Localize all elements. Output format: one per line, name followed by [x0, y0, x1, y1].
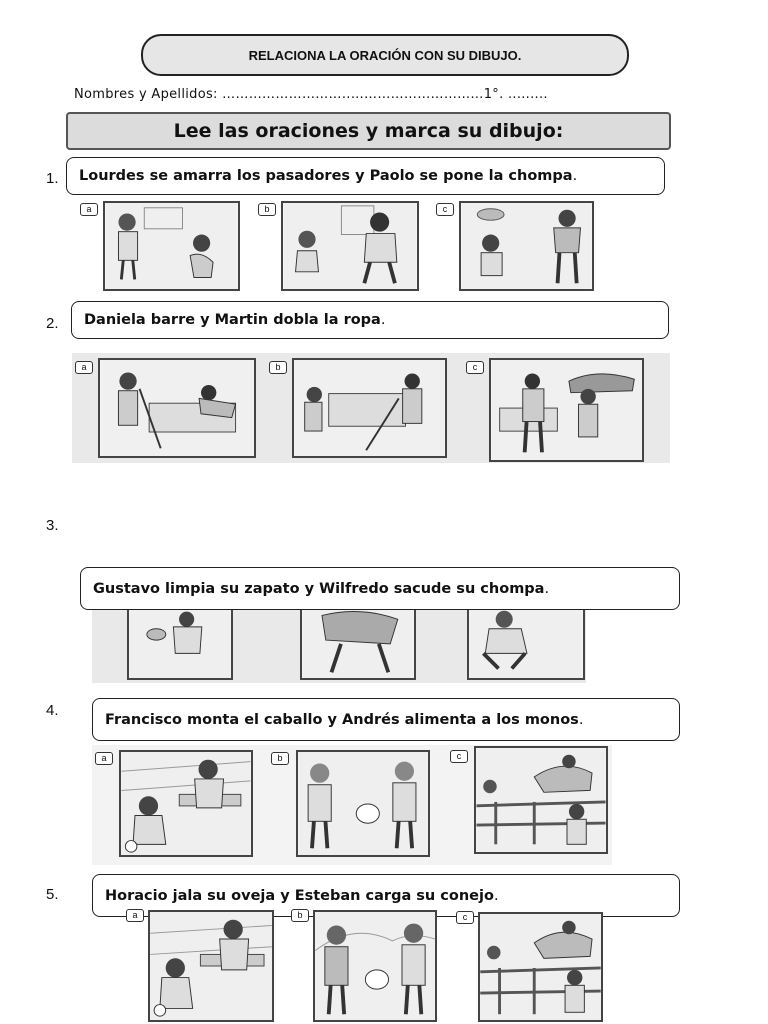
item-4-picture-b[interactable] [296, 750, 430, 857]
item-2-period: . [380, 312, 386, 328]
bed-and-broom-drawing [294, 360, 445, 456]
two-boys-shoes-drawing [283, 203, 417, 289]
item-5-option-b[interactable]: b [291, 909, 309, 922]
item-4-option-c[interactable]: c [450, 750, 468, 763]
item-4-sentence-box [92, 698, 680, 741]
girl-boy-room-drawing [461, 203, 592, 289]
item-2-option-b[interactable]: b [269, 361, 287, 374]
item-3-picture-c[interactable] [467, 604, 585, 680]
item-1-option-b[interactable]: b [258, 203, 276, 216]
item-1-option-a[interactable]: a [80, 203, 98, 216]
horse-and-monkeys-drawing-2 [480, 914, 601, 1020]
worksheet-title: RELACIONA LA ORACIÓN CON SU DIBUJO. [141, 34, 629, 76]
item-5-number: 5. [46, 886, 59, 903]
item-1-number: 1. [46, 170, 59, 187]
item-3-picture-a[interactable] [127, 604, 233, 680]
instruction-box: Lee las oraciones y marca su dibujo: [66, 112, 671, 150]
item-5-sentence: Horacio jala su oveja y Esteban carga su conejo [105, 887, 494, 904]
item-1-picture-b[interactable] [281, 201, 419, 291]
item-4-period: . [578, 711, 584, 728]
item-2-number: 2. [46, 315, 59, 332]
item-5-picture-c[interactable] [478, 912, 603, 1022]
item-4-picture-c[interactable] [474, 746, 608, 854]
item-1-sentence-box [66, 157, 665, 195]
item-1-picture-c[interactable] [459, 201, 594, 291]
girl-and-boy-drawing [105, 203, 238, 289]
boy-cleaning-shoe-drawing [129, 606, 231, 678]
item-5-period: . [493, 887, 499, 904]
boys-playing-drawing [121, 752, 251, 855]
item-4-number: 4. [46, 702, 59, 719]
item-3-period: . [544, 580, 550, 597]
folding-clothes-drawing [491, 360, 642, 460]
boys-with-lamb-drawing-2 [315, 912, 435, 1020]
item-1-period: . [572, 168, 578, 184]
item-1-picture-a[interactable] [103, 201, 240, 291]
item-5-option-a[interactable]: a [126, 909, 144, 922]
boy-sitting-drawing [469, 606, 583, 678]
item-4-option-b[interactable]: b [271, 752, 289, 765]
item-4-picture-a[interactable] [119, 750, 253, 857]
boy-with-sweater-drawing [302, 606, 414, 678]
boys-playing-drawing-2 [150, 912, 272, 1020]
item-5-picture-b[interactable] [313, 910, 437, 1022]
item-5-option-c[interactable]: c [456, 911, 474, 924]
item-3-number: 3. [46, 517, 59, 534]
item-2-picture-b[interactable] [292, 358, 447, 458]
item-2-picture-a[interactable] [98, 358, 256, 458]
item-4-option-a[interactable]: a [95, 752, 113, 765]
item-1-option-c[interactable]: c [436, 203, 454, 216]
item-4-sentence: Francisco monta el caballo y Andrés alimenta a los monos [105, 711, 579, 728]
names-line: Nombres y Apellidos: ………………………..…………………………1°. ......... [74, 87, 548, 102]
item-2-picture-c[interactable] [489, 358, 644, 462]
item-1-sentence: Lourdes se amarra los pasadores y Paolo se pone la chompa [79, 168, 573, 184]
item-2-option-c[interactable]: c [466, 361, 484, 374]
item-3-sentence: Gustavo limpia su zapato y Wilfredo sacude su chompa [93, 580, 545, 597]
sweeping-and-folding-drawing [100, 360, 254, 456]
horse-and-monkeys-drawing [476, 748, 606, 852]
item-2-option-a[interactable]: a [75, 361, 93, 374]
item-2-sentence-box [71, 301, 669, 339]
boys-with-lamb-drawing [298, 752, 428, 855]
item-3-picture-b[interactable] [300, 604, 416, 680]
item-3-sentence-box [80, 567, 680, 610]
item-2-sentence: Daniela barre y Martin dobla la ropa [84, 312, 381, 328]
item-5-picture-a[interactable] [148, 910, 274, 1022]
